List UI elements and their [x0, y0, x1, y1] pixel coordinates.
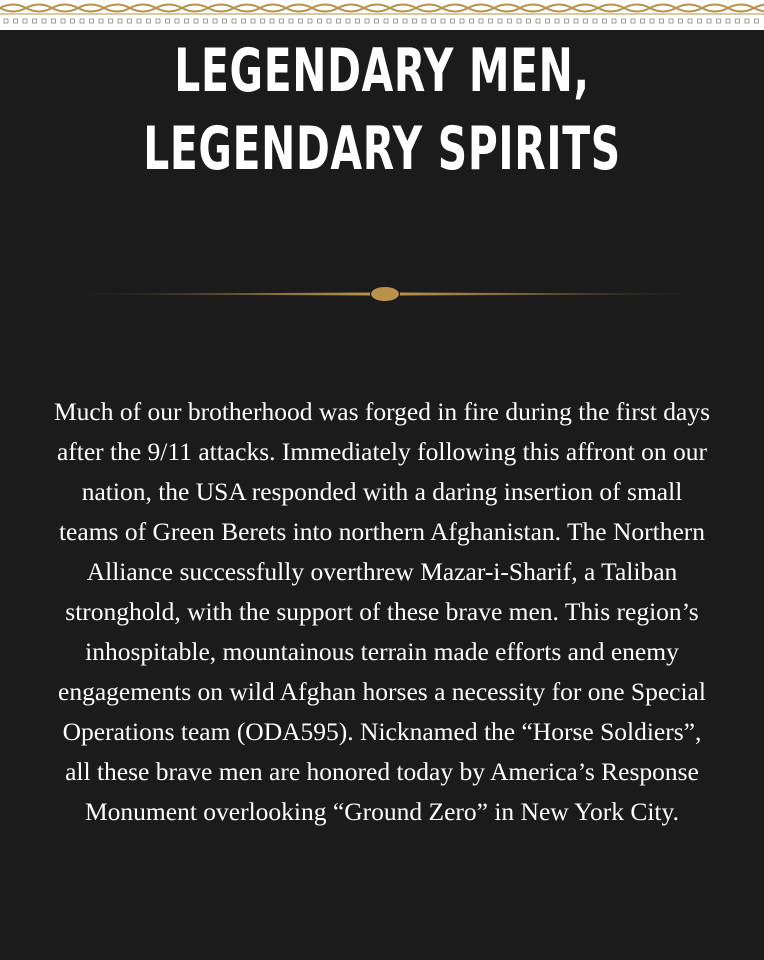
page-title [122, 32, 642, 188]
body-paragraph: Much of our brotherhood was forged in fire during the first days after the 9/11 attacks. Immediately following this affront on our nation, the USA responded with a daring insertion of small teams of Green Berets into northern Afghanistan. The Northern Alliance successfully overthrew Mazar-i-Sharif, a Taliban stronghold, with the support of these brave men. This region’s inhospitable, mountainous terrain made efforts and enemy engagements on wild Afghan horses a necessity for one Special Operations team (ODA595). Nicknamed the “Horse Soldiers”, all these brave men are honored today by America’s Response Monument overlooking “Ground Zero” in New York City. [53, 397, 710, 826]
chain-border-graphic [0, 0, 764, 30]
gold-divider [70, 282, 700, 306]
title-line-2: LEGENDARY SPIRITS [143, 114, 621, 184]
decorative-top-border [0, 0, 764, 30]
title-line-1: LEGENDARY MEN, [174, 36, 590, 106]
